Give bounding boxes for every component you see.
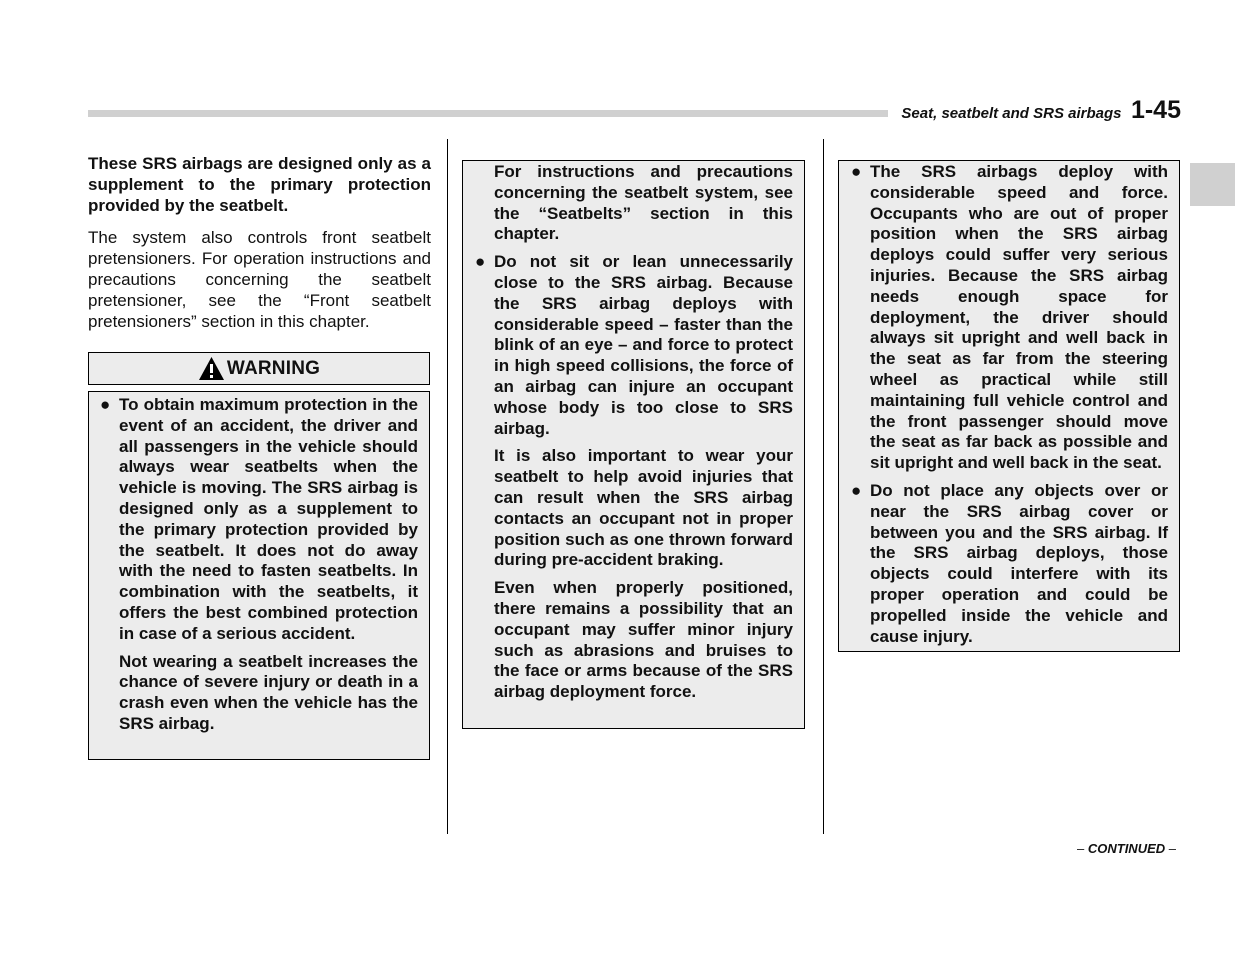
warning-label: WARNING (226, 357, 321, 379)
warning-header (88, 352, 430, 385)
bullet-icon: ● (100, 395, 111, 414)
bullet-icon: ● (851, 480, 862, 500)
caution-item-text: Do not place any objects over or near the SRS airbag cover or between you and the SRS airbag. If the SRS airbag deploys, those objects could interfere with its proper operation and could be propelled inside the vehicle and cause injury. (870, 480, 1168, 646)
list-item (100, 395, 418, 735)
intro-bold-paragraph: These SRS airbags are designed only as a supplement to the primary protection provided by the seatbelt. (88, 154, 431, 215)
column-1 (88, 154, 431, 332)
page-header (901, 96, 1181, 125)
list-item (851, 480, 1168, 647)
list-item (851, 162, 1168, 474)
continued-label: CONTINUED (1087, 841, 1166, 856)
bullet-icon: ● (475, 252, 486, 272)
chapter-thumb-tab (1190, 163, 1235, 206)
warning-box (88, 391, 430, 760)
caution-item-text: Do not sit or lean unnecessarily close to the SRS airbag. Because the SRS airbag deploys with considerable speed – faster than the blink of an eye – and force to protect in high speed collisions, the force of an airbag can injure an occupant whose body is too close to SRS airbag. (494, 252, 793, 438)
column-divider (447, 139, 448, 834)
caution-box-1 (462, 160, 805, 729)
intro-paragraph: The system also controls front seatbelt pretensioners. For operation instructions and precautions concerning the seatbelt pretensioner, see the “Front seatbelt pretensioners” section in this chapter. (88, 228, 431, 331)
caution-item-text: The SRS airbags deploy with considerable speed and force. Occupants who are out of proper position when the SRS airbag deploys could suffer very serious injuries. Because the SRS airbag needs enough space for deployment, the driver should always sit upright and well back in the seat as far from the steering wheel as practical while still maintaining full vehicle control and the front passenger should move the seat as far back as possible and sit upright and well back in the seat. (870, 162, 1168, 473)
list-item (475, 252, 793, 703)
column-divider (823, 139, 824, 834)
page-number: 1-45 (1130, 96, 1181, 124)
caution-lead-text: For instructions and precautions concerning the seatbelt system, see the “Seatbelts” section in this chapter. (494, 162, 793, 244)
caution-item-subtext: Even when properly positioned, there remains a possibility that an occupant may suffer minor injury such as abrasions and bruises to the face or arms because of the SRS airbag deployment force. (494, 578, 793, 702)
warning-item-subtext: Not wearing a seatbelt increases the chance of severe injury or death in a crash even when the vehicle has the SRS airbag. (119, 651, 418, 733)
dash: – (1168, 841, 1176, 856)
section-title: Seat, seatbelt and SRS airbags (901, 105, 1122, 122)
warning-item-text: To obtain maximum protection in the event of an accident, the driver and all passengers in the vehicle should always wear seatbelts when the vehicle is moving. The SRS airbag is designed only as a supplement to the primary protection provided by the seatbelt. It does not do away with the need to fasten seatbelts. In combination with the seatbelts, it offers the best combined protection in case of a serious accident. (119, 395, 418, 643)
dash: – (1077, 841, 1085, 856)
warning-triangle-icon (198, 356, 225, 381)
bullet-icon: ● (851, 162, 862, 181)
continued-footer (1077, 841, 1176, 856)
header-rule (88, 110, 888, 117)
caution-box-2 (838, 160, 1180, 652)
caution-item-subtext: It is also important to wear your seatbelt to help avoid injuries that can result when the SRS airbag contacts an occupant not in proper position such as one thrown forward during pre-accident braking. (494, 446, 793, 570)
